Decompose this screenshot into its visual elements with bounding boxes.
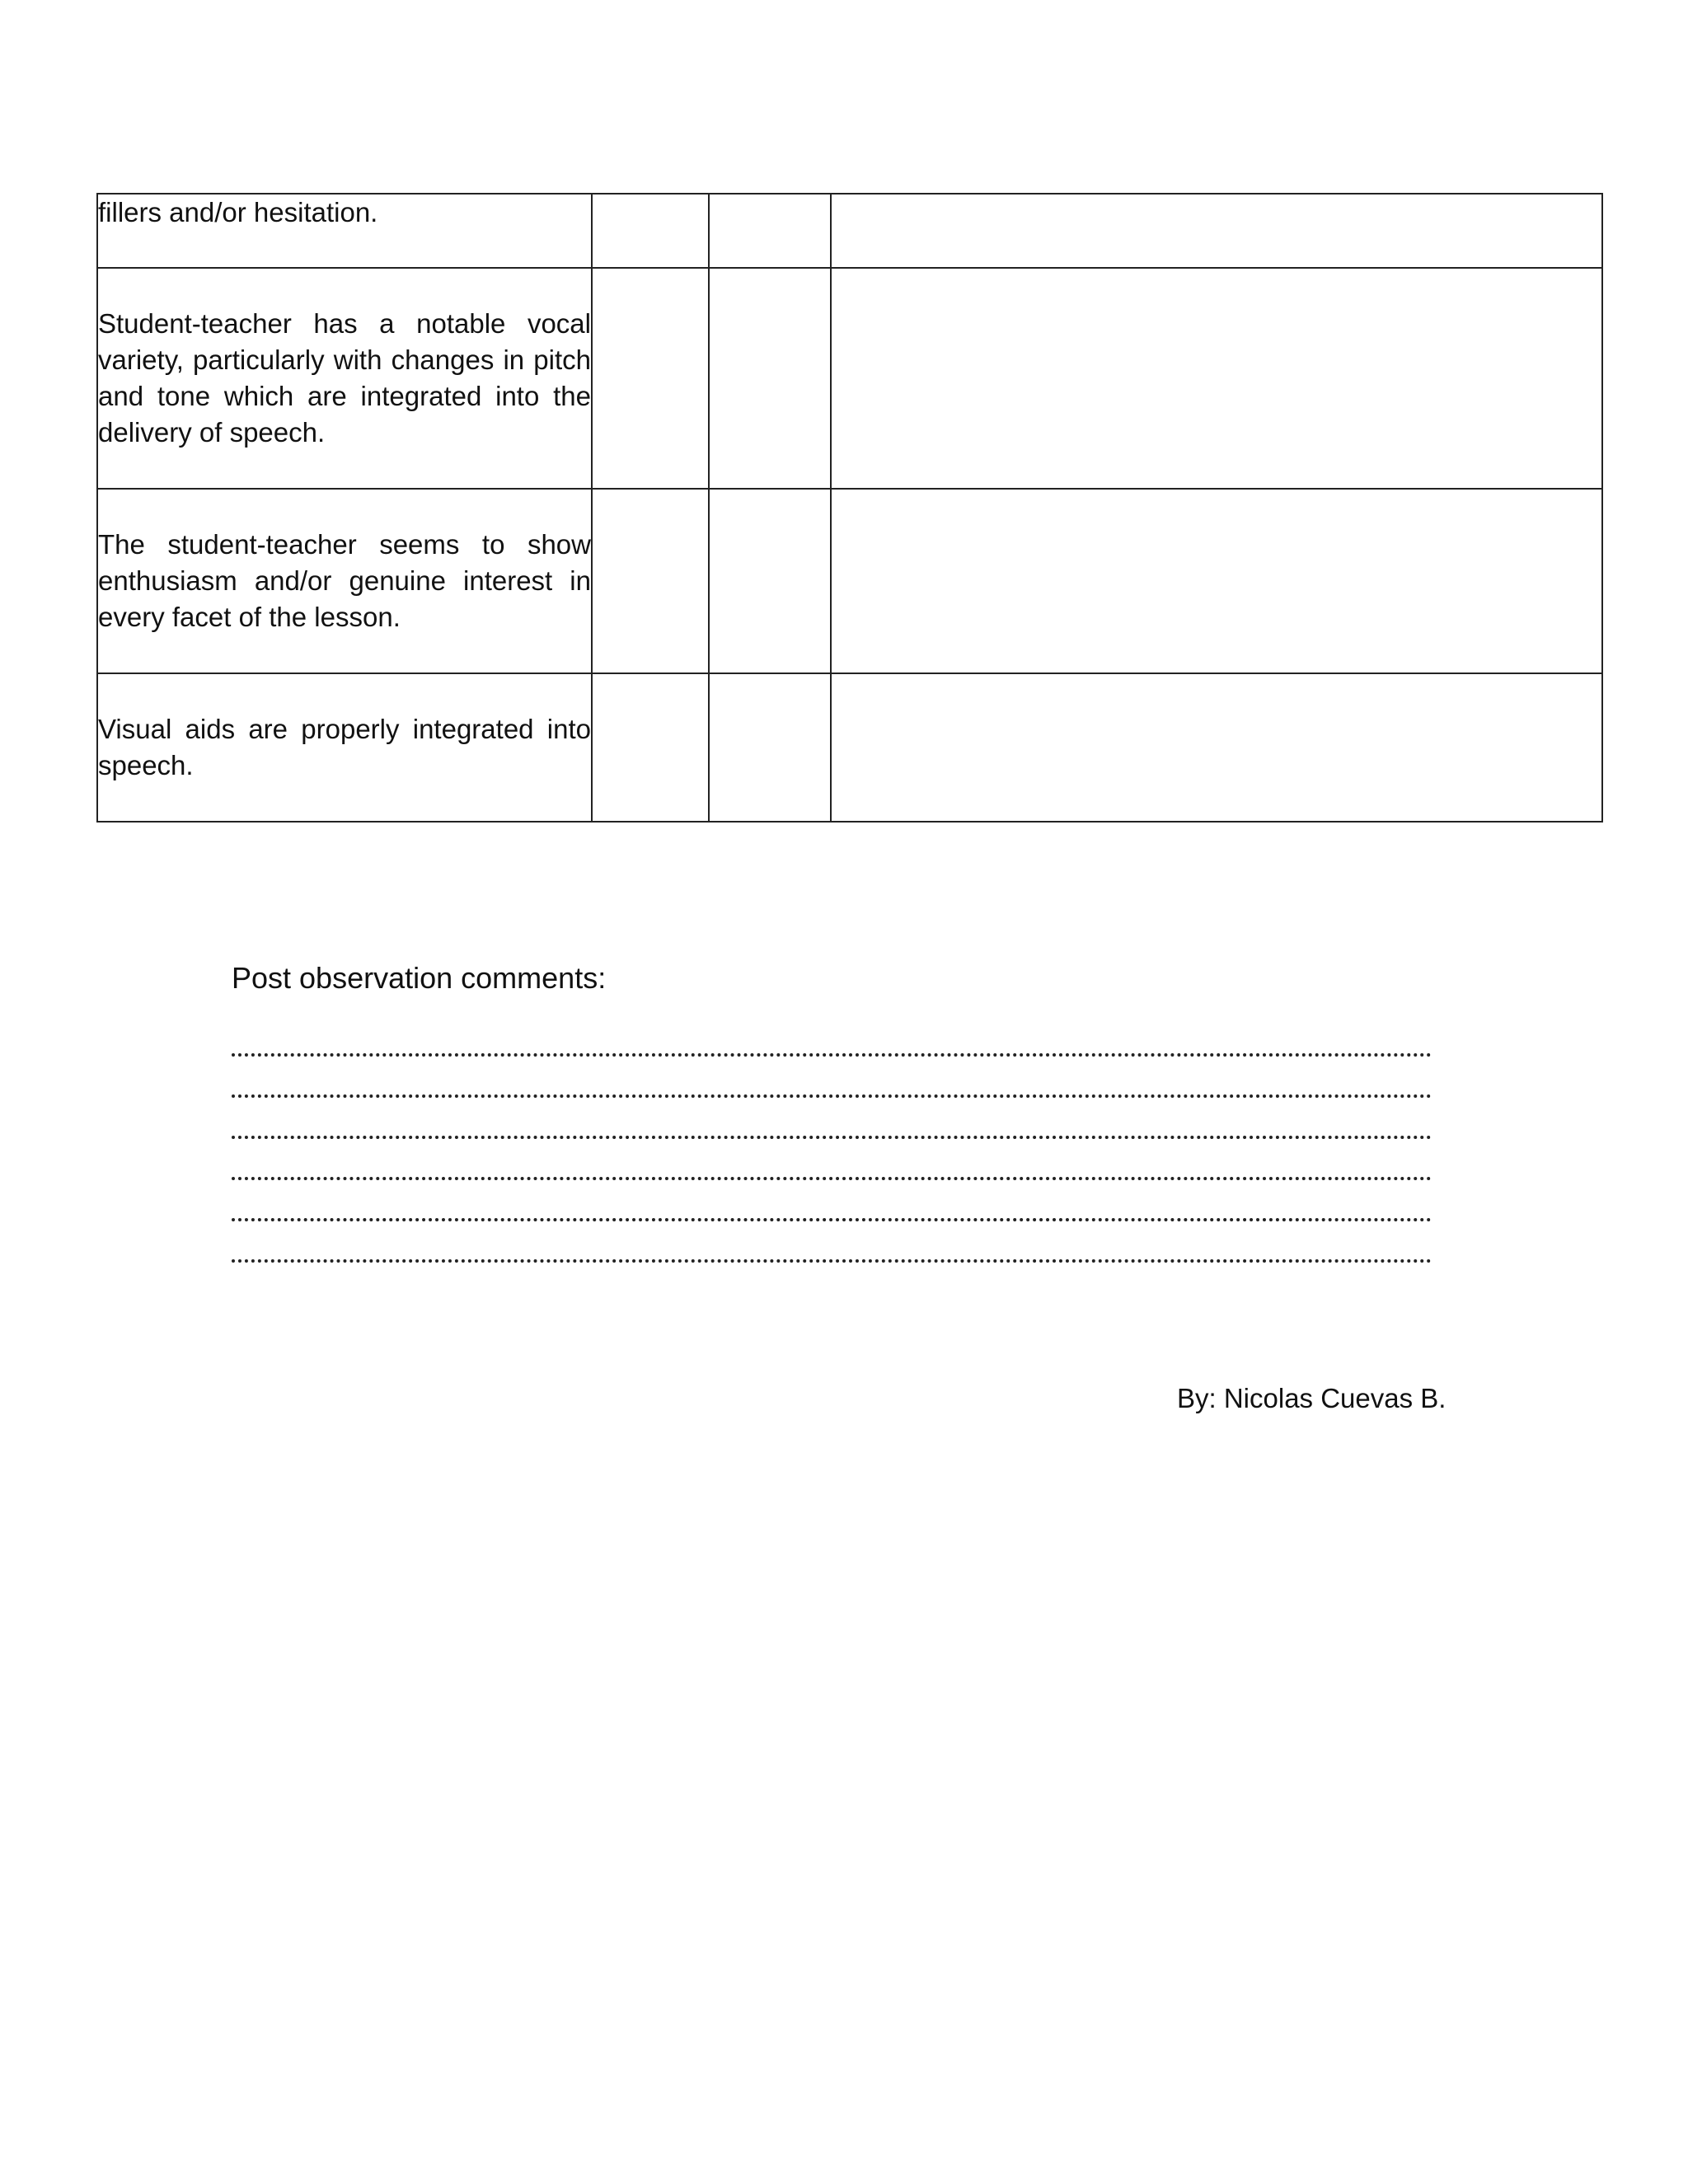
rating-cell-yes[interactable] [592, 489, 709, 673]
comment-line[interactable] [232, 1098, 1432, 1139]
comment-line[interactable] [232, 1032, 1432, 1057]
comment-line[interactable] [232, 1221, 1432, 1263]
rating-cell-no[interactable] [709, 489, 831, 673]
comment-lines [232, 1032, 1432, 1263]
table-row [97, 489, 1602, 673]
author-signature: By: Nicolas Cuevas B. [1177, 1383, 1447, 1413]
rating-cell-no[interactable] [709, 194, 831, 268]
table-row [97, 268, 1602, 489]
rating-cell-yes[interactable] [592, 268, 709, 489]
observation-rubric-table [96, 193, 1603, 823]
comments-cell[interactable] [831, 673, 1602, 822]
comments-cell[interactable] [831, 268, 1602, 489]
rating-cell-yes[interactable] [592, 194, 709, 268]
rating-cell-no[interactable] [709, 673, 831, 822]
comment-line[interactable] [232, 1139, 1432, 1180]
comments-cell[interactable] [831, 489, 1602, 673]
table-row [97, 673, 1602, 822]
criterion-cell: Student-teacher has a notable vocal variety, particularly with changes in pitch and tone which are integrated into the delivery of speech. [97, 268, 592, 489]
table-row [97, 194, 1602, 268]
rating-cell-no[interactable] [709, 268, 831, 489]
criterion-cell: The student-teacher seems to show enthusiasm and/or genuine interest in every facet of the lesson. [97, 489, 592, 673]
criterion-cell: Visual aids are properly integrated into speech. [97, 673, 592, 822]
post-observation-comments-label: Post observation comments: [232, 961, 607, 995]
criterion-cell: fillers and/or hesitation. [97, 194, 592, 268]
comment-line[interactable] [232, 1180, 1432, 1221]
comment-line[interactable] [232, 1057, 1432, 1098]
comments-cell[interactable] [831, 194, 1602, 268]
rating-cell-yes[interactable] [592, 673, 709, 822]
